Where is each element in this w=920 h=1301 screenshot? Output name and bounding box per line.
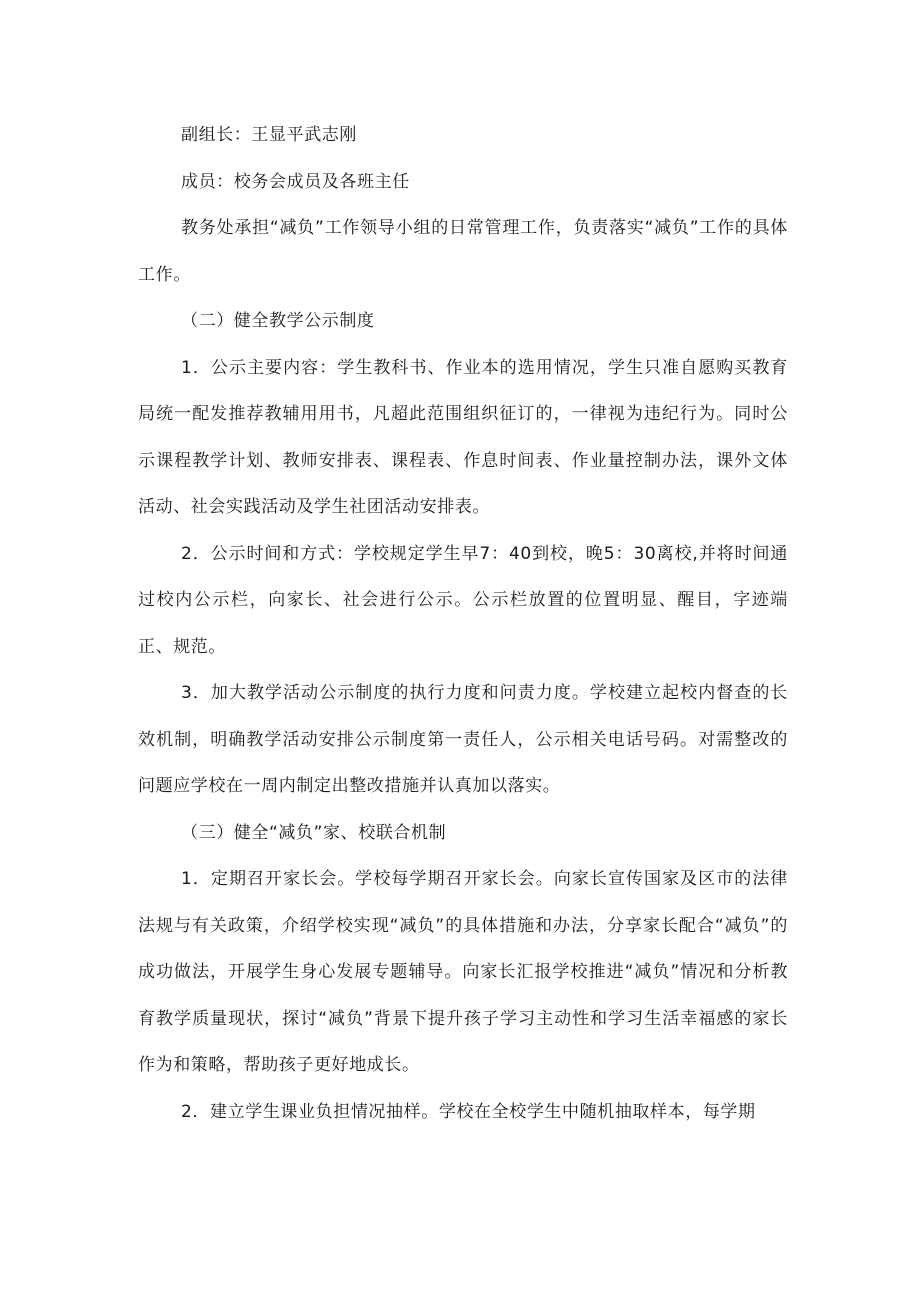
document-body xyxy=(138,112,788,1135)
paragraph-enforcement: 3．加大教学活动公示制度的执行力度和问责力度。学校建立起校内督查的长效机制，明确教学活动安排公示制度第一责任人，公示相关电话号码。对需整改的问题应学校在一周内制定出整改措施并认真加以落实。 xyxy=(138,683,788,796)
paragraph-publicity-content: 1．公示主要内容：学生教科书、作业本的选用情况，学生只准自愿购买教育局统一配发推荐教辅用用书，凡超此范围组织征订的，一律视为违纪行为。同时公示课程教学计划、教师安排表、课程表、作息时间表、作业量控制办法，课外文体活动、社会实践活动及学生社团活动安排表。 xyxy=(138,357,788,517)
deputy-leader-line: 副组长：王显平武志刚 xyxy=(181,125,357,145)
paragraph-sampling: 2．建立学生课业负担情况抽样。学校在全校学生中随机抽取样本，每学期 xyxy=(181,1101,756,1122)
paragraph-office-duty: 教务处承担“减负”工作领导小组的日常管理工作，负责落实“减负”工作的具体工作。 xyxy=(138,218,788,285)
section-heading-2: （二）健全教学公示制度 xyxy=(181,311,375,331)
paragraph-publicity-time: 2．公示时间和方式：学校规定学生早7：40到校，晚5：30离校,并将时间通过校内公示栏，向家长、社会进行公示。公示栏放置的位置明显、醒目，字迹端正、规范。 xyxy=(138,543,788,657)
section-heading-3: （三）健全“减负”家、校联合机制 xyxy=(181,822,447,843)
members-line: 成员：校务会成员及各班主任 xyxy=(181,171,410,192)
paragraph-parent-meeting: 1．定期召开家长会。学校每学期召开家长会。向家长宣传国家及区市的法律法规与有关政策，介绍学校实现“减负”的具体措施和办法，分享家长配合“减负”的成功做法，开展学生身心发展专题辅导。向家长汇报学校推进“减负”情况和分析教育教学质量现状，探讨“减负”背景下提升孩子学习主动性和学习生活幸福感的家长作为和策略，帮助孩子更好地成长。 xyxy=(138,869,788,1075)
